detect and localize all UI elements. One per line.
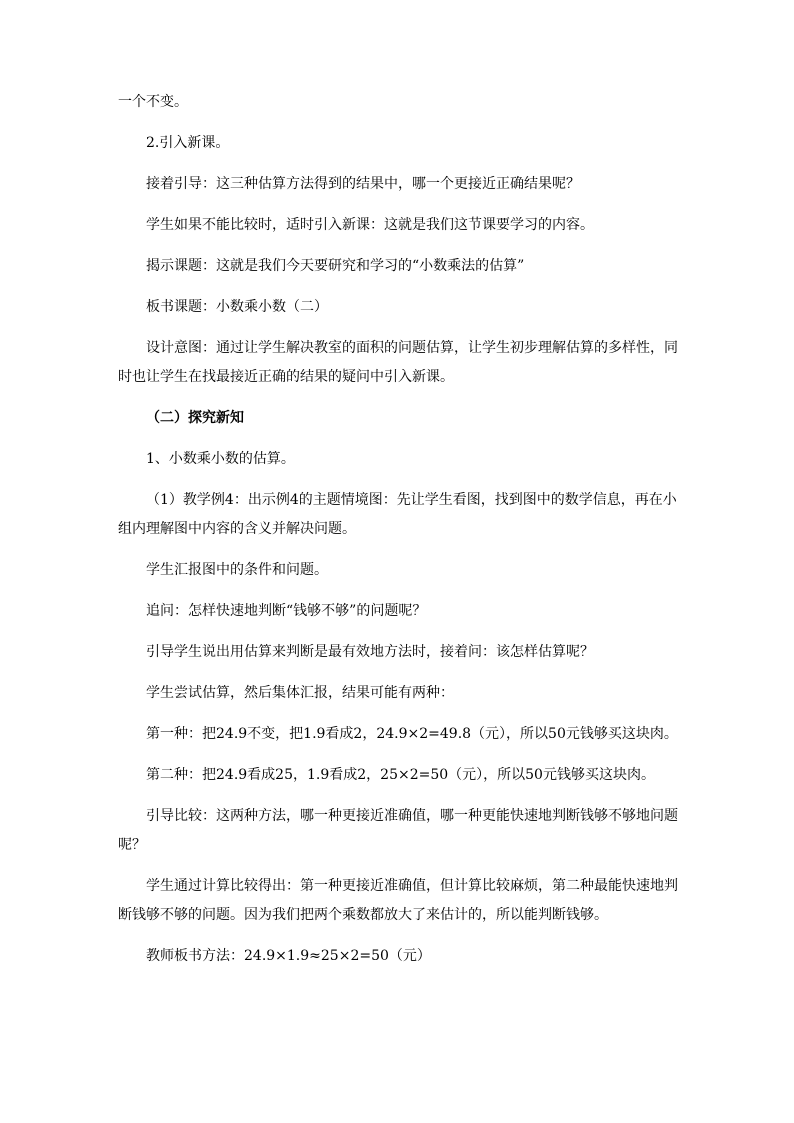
paragraph: 第一种：把24.9不变，把1.9看成2，24.9×2=49.8（元），所以50元钱够买这块肉。: [146, 726, 678, 742]
paragraph: 学生通过计算比较得出：第一种更接近准确值，但计算比较麻烦，第二种最能快速地判断钱够不够的问题。因为我们把两个乘数都放大了来估计的，所以能判断钱够。: [118, 878, 678, 923]
paragraph: 设计意图：通过让学生解决教室的面积的问题估算，让学生初步理解估算的多样性，同时也让学生在找最接近正确的结果的疑问中引入新课。: [118, 340, 678, 385]
paragraph: 引导学生说出用估算来判断是最有效地方法时，接着问：该怎样估算呢？: [146, 644, 594, 660]
document-body: [118, 88, 678, 983]
paragraph: 2.引入新课。: [146, 135, 230, 151]
paragraph: 引导比较：这两种方法，哪一种更接近准确值，哪一种更能快速地判断钱够不够地问题呢？: [118, 808, 678, 853]
paragraph: 接着引导：这三种估算方法得到的结果中，哪一个更接近正确结果呢？: [146, 176, 580, 192]
section-heading: （二）探究新知: [146, 410, 244, 426]
paragraph: 学生如果不能比较时，适时引入新课：这就是我们这节课要学习的内容。: [146, 217, 594, 233]
paragraph: 板书课题：小数乘小数（二）: [146, 299, 328, 315]
paragraph: 揭示课题：这就是我们今天要研究和学习的“小数乘法的估算”: [146, 258, 525, 274]
paragraph: 1、小数乘小数的估算。: [146, 451, 295, 467]
paragraph: （1）教学例4：出示例4的主题情境图：先让学生看图，找到图中的数学信息，再在小组内理解图中内容的含义并解决问题。: [118, 492, 677, 537]
paragraph: 学生尝试估算，然后集体汇报，结果可能有两种：: [146, 685, 454, 701]
paragraph: 一个不变。: [118, 94, 188, 110]
paragraph: 追问：怎样快速地判断“钱够不够”的问题呢？: [146, 603, 427, 619]
paragraph: 第二种：把24.9看成25，1.9看成2，25×2=50（元），所以50元钱够买这块肉。: [146, 767, 655, 783]
paragraph: 教师板书方法：24.9×1.9≈25×2=50（元）: [146, 948, 431, 964]
paragraph: 学生汇报图中的条件和问题。: [146, 562, 328, 578]
